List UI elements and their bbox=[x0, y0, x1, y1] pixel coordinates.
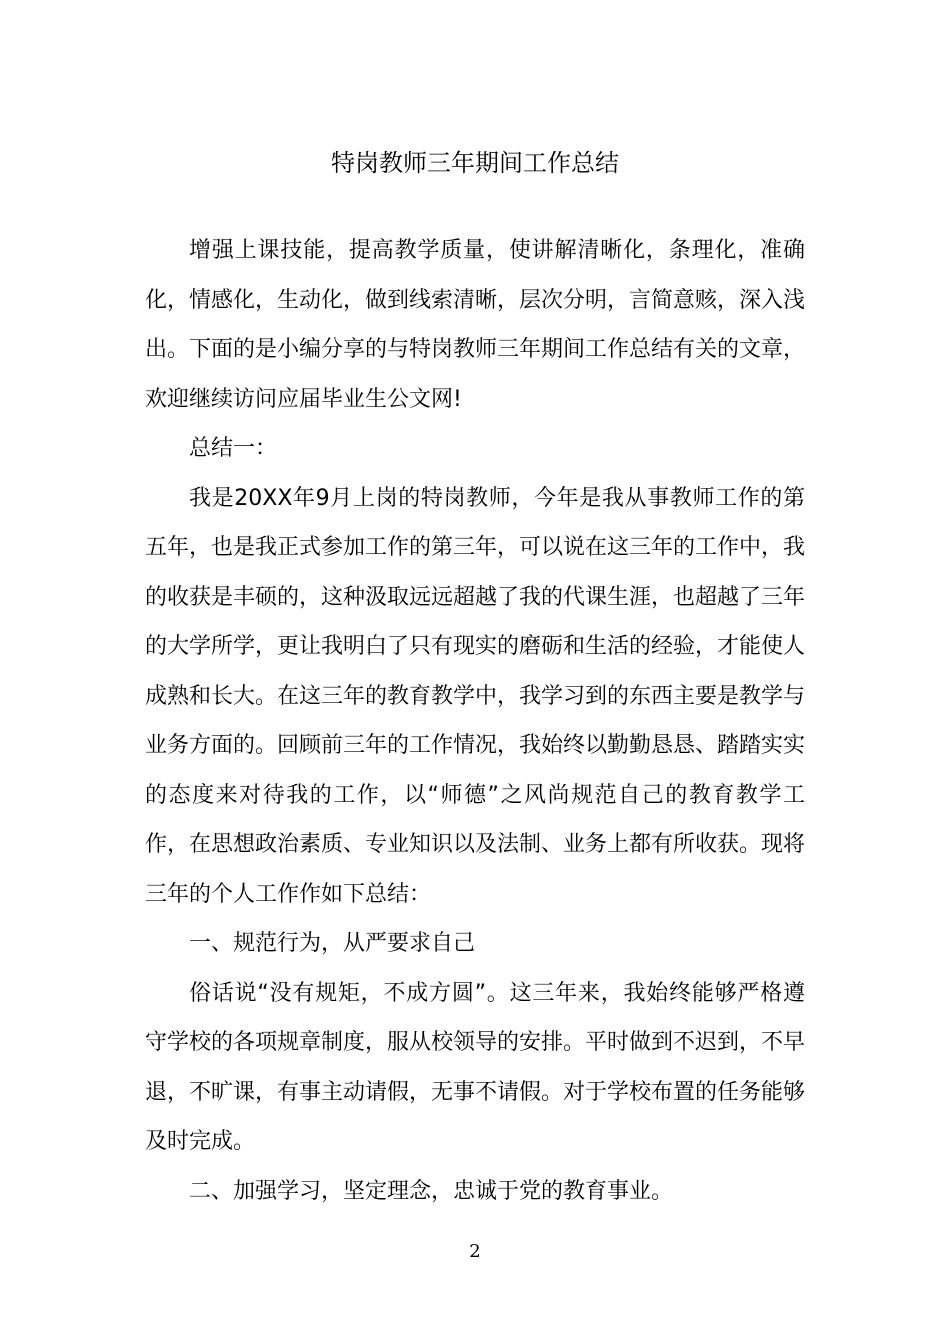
page-title: 特岗教师三年期间工作总结 bbox=[331, 149, 619, 177]
paragraph-rules: 俗话说“没有规矩，不成方圆”。这三年来，我始终能够严格遵守学校的各项规章制度，服从校领导的安排。平时做到不迟到，不早退，不旷课，有事主动请假，无事不请假。对于学校布置的任务能够及时完成。 bbox=[145, 980, 806, 1154]
section-heading-one: 一、规范行为，从严要求自己 bbox=[189, 931, 476, 956]
paragraph-intro: 增强上课技能，提高教学质量，使讲解清晰化，条理化，准确化，情感化，生动化，做到线索清晰，层次分明，言简意赅，深入浅出。下面的是小编分享的与特岗教师三年期间工作总结有关的文章，欢迎继续访问应届毕业生公文网! bbox=[145, 238, 806, 412]
document-body bbox=[145, 226, 805, 1216]
paragraph-background: 我是20XX年9月上岗的特岗教师，今年是我从事教师工作的第五年，也是我正式参加工作的第三年，可以说在这三年的工作中，我的收获是丰硕的，这种汲取远远超越了我的代课生涯，也超越了三年的大学所学，更让我明白了只有现实的磨砺和生活的经验，才能使人成熟和长大。在这三年的教育教学中，我学习到的东西主要是教学与业务方面的。回顾前三年的工作情况，我始终以勤勤恳恳、踏踏实实的态度来对待我的工作，以“师德”之风尚规范自己的教育教学工作，在思想政治素质、专业知识以及法制、业务上都有所收获。现将三年的个人工作作如下总结： bbox=[145, 485, 806, 907]
section-heading-summary-one: 总结一： bbox=[189, 436, 278, 461]
section-heading-two: 二、加强学习，坚定理念，忠诚于党的教育事业。 bbox=[189, 1178, 674, 1204]
page-number: 2 bbox=[469, 1241, 481, 1262]
